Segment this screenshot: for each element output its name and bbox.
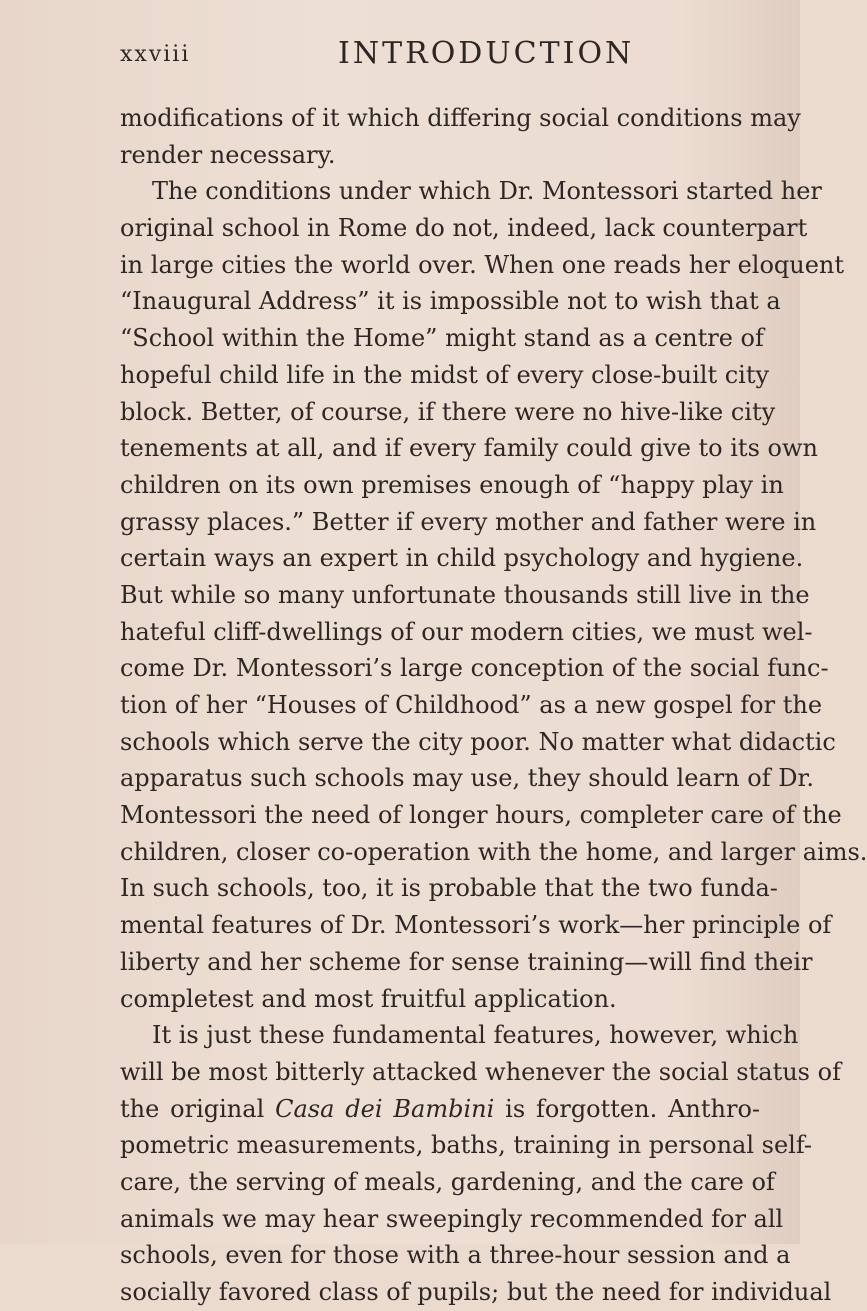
text-line: the original Casa dei Bambini is forgotten. Anthro- bbox=[120, 1094, 761, 1123]
text-line: render necessary. bbox=[120, 140, 336, 169]
text-line: In such schools, too, it is probable that the two funda- bbox=[120, 874, 778, 903]
text-line: mental features of Dr. Montessori’s work—her principle of bbox=[120, 911, 832, 940]
text-line: Montessori the need of longer hours, completer care of the bbox=[120, 801, 842, 830]
text-line: children on its own premises enough of “happy play in bbox=[120, 470, 784, 499]
text-line: schools, even for those with a three-hour session and a bbox=[120, 1241, 791, 1270]
text-line: hateful cliff-dwellings of our modern cities, we must wel- bbox=[120, 617, 813, 646]
text-line: The conditions under which Dr. Montessori started her bbox=[152, 177, 822, 206]
text-line: “Inaugural Address” it is impossible not to wish that a bbox=[120, 287, 781, 316]
text-line: apparatus such schools may use, they should learn of Dr. bbox=[120, 764, 814, 793]
text-line: grassy places.” Better if every mother and father were in bbox=[120, 507, 817, 536]
text-line: schools which serve the city poor. No matter what didactic bbox=[120, 727, 836, 756]
text-line: It is just these fundamental features, however, which bbox=[152, 1021, 799, 1050]
text-line: But while so many unfortunate thousands still live in the bbox=[120, 580, 810, 609]
text-line: in large cities the world over. When one reads her eloquent bbox=[120, 250, 845, 279]
text-line: tenements at all, and if every family could give to its own bbox=[120, 434, 818, 463]
text-line: original school in Rome do not, indeed, lack counterpart bbox=[120, 214, 808, 243]
text-line: animals we may hear sweepingly recommended for all bbox=[120, 1204, 784, 1233]
text-line: socially favored class of pupils; but the need for individual bbox=[120, 1278, 832, 1306]
text-line: liberty and her scheme for sense training—will find their bbox=[120, 947, 813, 976]
text-line: “School within the Home” might stand as a centre of bbox=[120, 324, 764, 353]
text-line: care, the serving of meals, gardening, and the care of bbox=[120, 1167, 775, 1196]
text-line: completest and most fruitful application. bbox=[120, 984, 617, 1013]
text-line: certain ways an expert in child psychology and hygiene. bbox=[120, 544, 804, 573]
text-line: modifications of it which differing social conditions may bbox=[120, 104, 801, 132]
running-head bbox=[120, 36, 760, 82]
text-line: block. Better, of course, if there were no hive-like city bbox=[120, 397, 776, 426]
text-line: tion of her “Houses of Childhood” as a new gospel for the bbox=[120, 691, 823, 719]
text-line: children, closer co-operation with the home, and larger aims. bbox=[120, 837, 867, 866]
page-number: xxviii bbox=[120, 42, 191, 67]
running-title: INTRODUCTION bbox=[338, 36, 635, 71]
text-line: pometric measurements, baths, training in personal self- bbox=[120, 1131, 812, 1160]
text-line: will be most bitterly attacked whenever the social status of bbox=[120, 1057, 841, 1086]
body-text bbox=[120, 100, 867, 1311]
text-line: come Dr. Montessori’s large conception of the social func- bbox=[120, 654, 829, 683]
text-line: hopeful child life in the midst of every close-built city bbox=[120, 360, 770, 389]
